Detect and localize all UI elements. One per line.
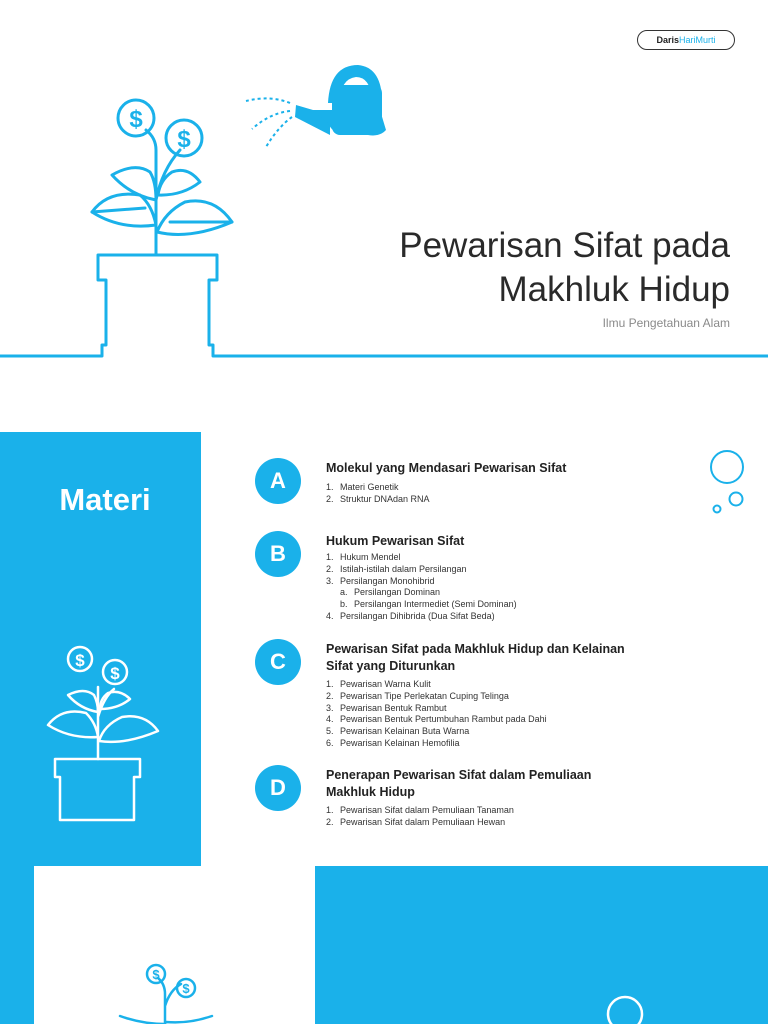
- list-item: 1. Pewarisan Warna Kulit: [326, 679, 431, 689]
- watering-can-icon: [240, 55, 400, 155]
- svg-text:$: $: [182, 981, 190, 996]
- list-item: 2. Pewarisan Tipe Perlekatan Cuping Telinga: [326, 690, 509, 701]
- list-item: 3. Persilangan Monohibrid: [326, 575, 435, 586]
- cover-slide: [0, 0, 768, 396]
- section-d: [255, 765, 735, 835]
- section-c: [255, 639, 735, 754]
- section-b: [255, 531, 735, 631]
- subtitle: Ilmu Pengetahuan Alam: [602, 316, 730, 330]
- list-item: 2. Istilah-istilah dalam Persilangan: [326, 563, 467, 574]
- svg-text:$: $: [75, 651, 85, 670]
- list-item: b. Persilangan Intermediet (Semi Dominan): [340, 599, 517, 610]
- list-item: 1. Materi Genetik: [326, 482, 399, 492]
- list-item: 1. Hukum Mendel: [326, 552, 401, 562]
- list-item: 2. Struktur DNAdan RNA: [326, 493, 430, 504]
- list-item: a. Persilangan Dominan: [340, 587, 441, 598]
- money-plant-icon: [0, 637, 201, 857]
- section-a: [255, 458, 735, 518]
- materi-heading: Materi: [59, 482, 151, 517]
- section-a-badge: A: [255, 458, 301, 504]
- section-b-list: [326, 552, 517, 623]
- svg-text:$: $: [152, 967, 160, 982]
- section-b-badge: B: [255, 531, 301, 577]
- bubbles-decoration-icon: [600, 986, 650, 1024]
- list-item: 4. Pewarisan Bentuk Pertumbuhan Rambut pada Dahi: [326, 714, 547, 725]
- materi-side-panel: [0, 432, 201, 866]
- list-item: 6. Pewarisan Kelainan Hemofilia: [326, 737, 460, 748]
- svg-text:$: $: [129, 106, 143, 133]
- title-line-2: Makhluk Hidup: [498, 270, 730, 309]
- section-d-list: [326, 805, 514, 829]
- list-item: 4. Persilangan Dihibrida (Dua Sifat Beda): [326, 610, 495, 621]
- money-plant-icon: [34, 866, 315, 1024]
- svg-text:$: $: [177, 126, 191, 153]
- author-last-name: HariMurti: [679, 35, 716, 45]
- author-first-name: Daris: [656, 35, 679, 45]
- section-c-title: Pewarisan Sifat pada Makhluk Hidup dan Kelainan Sifat yang Diturunkan: [326, 642, 625, 673]
- section-b-title: Hukum Pewarisan Sifat: [326, 534, 465, 548]
- section-c-list: [326, 679, 547, 750]
- section-c-badge: C: [255, 639, 301, 685]
- materi-slide: [0, 432, 768, 866]
- list-item: 1. Pewarisan Sifat dalam Pemuliaan Tanaman: [326, 805, 514, 815]
- section-a-title: Molekul yang Mendasari Pewarisan Sifat: [326, 461, 567, 475]
- title-line-1: Pewarisan Sifat pada: [399, 226, 730, 265]
- section-a-list: [326, 482, 430, 506]
- list-item: 3. Pewarisan Bentuk Rambut: [326, 702, 447, 713]
- section-d-badge: D: [255, 765, 301, 811]
- svg-text:$: $: [110, 664, 120, 683]
- preview-card: [34, 866, 315, 1024]
- page-title: [310, 224, 730, 312]
- list-item: 2. Pewarisan Sifat dalam Pemuliaan Hewan: [326, 816, 506, 827]
- next-slide-preview: [0, 866, 768, 1024]
- section-d-title: Penerapan Pewarisan Sifat dalam Pemuliaan Makhluk Hidup: [326, 768, 592, 799]
- list-item: 5. Pewarisan Kelainan Buta Warna: [326, 726, 470, 737]
